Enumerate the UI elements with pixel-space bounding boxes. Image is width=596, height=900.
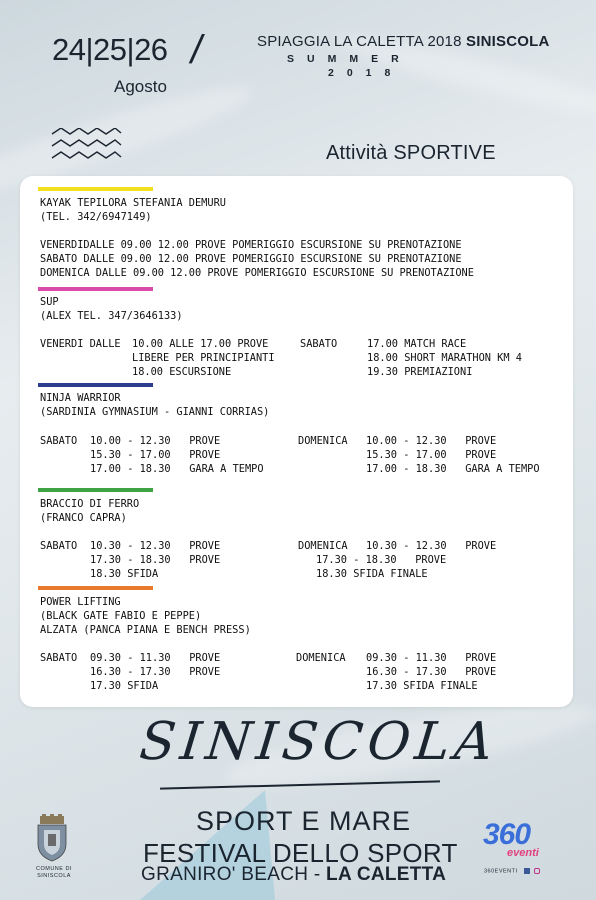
power-sunday-1: 09.30 - 11.30 PROVE: [366, 652, 497, 664]
comune-label: COMUNE DI SINISCOLA: [36, 866, 72, 879]
power-sunday-2: 16.30 - 17.30 PROVE: [366, 666, 497, 678]
kayak-friday: VENERDIDALLE 09.00 12.00 PROVE POMERIGGIO ESCURSIONE SU PRENOTAZIONE: [40, 239, 462, 251]
braccio-color-bar: [38, 488, 153, 492]
sup-friday-1: 10.00 ALLE 17.00 PROVE: [132, 338, 269, 350]
braccio-sunday-1: 10.30 - 12.30 PROVE: [366, 540, 497, 552]
sup-friday-2: LIBERE PER PRINCIPIANTI: [132, 352, 275, 364]
kayak-sunday: DOMENICA DALLE 09.00 12.00 PROVE POMERIGGIO ESCURSIONE SU PRENOTAZIONE: [40, 267, 474, 279]
ninja-color-bar: [38, 383, 153, 387]
ninja-saturday-2: 15.30 - 17.00 PROVE: [90, 449, 221, 461]
siniscola-logo-text: SINISCOLA: [136, 712, 501, 772]
braccio-sunday-2: 17.30 - 18.30 PROVE: [316, 554, 447, 566]
header-divider: /: [187, 28, 207, 72]
braccio-sunday-label: DOMENICA: [298, 540, 348, 552]
power-sunday-3: 17.30 SFIDA FINALE: [366, 680, 478, 692]
event-month: Agosto: [114, 77, 167, 96]
braccio-title: BRACCIO DI FERRO: [40, 498, 140, 510]
sup-saturday-1: 17.00 MATCH RACE: [367, 338, 467, 350]
sup-friday-3: 18.00 ESCURSIONE: [132, 366, 232, 378]
sup-friday-label: VENERDI DALLE: [40, 338, 121, 350]
braccio-saturday-2: 17.30 - 18.30 PROVE: [90, 554, 221, 566]
power-saturday-3: 17.30 SFIDA: [90, 680, 159, 692]
social-name: 360EVENTI: [484, 868, 518, 875]
kayak-color-bar: [38, 187, 153, 191]
facebook-icon: [524, 868, 530, 874]
power-saturday-2: 16.30 - 17.30 PROVE: [90, 666, 221, 678]
town-name: SINISCOLA: [466, 33, 550, 50]
power-alzata: ALZATA (PANCA PIANA E BENCH PRESS): [40, 624, 251, 636]
venue-location: LA CALETTA: [326, 864, 447, 885]
logo-word: eventi: [507, 847, 539, 859]
ninja-saturday-1: 10.00 - 12.30 PROVE: [90, 435, 221, 447]
kayak-contact: (TEL. 342/6947149): [40, 211, 152, 223]
section-title: Attività SPORTIVE: [326, 142, 496, 164]
ninja-contact: (SARDINIA GYMNASIUM - GIANNI CORRIAS): [40, 406, 270, 418]
ninja-title: NINJA WARRIOR: [40, 392, 121, 404]
power-saturday-label: SABATO: [40, 652, 78, 664]
braccio-saturday-3: 18.30 SFIDA: [90, 568, 159, 580]
kayak-saturday: SABATO DALLE 09.00 12.00 PROVE POMERIGGIO ESCURSIONE SU PRENOTAZIONE: [40, 253, 462, 265]
town-crest-icon: [34, 814, 70, 862]
power-color-bar: [38, 586, 153, 590]
braccio-contact: (FRANCO CAPRA): [40, 512, 127, 524]
year-label: 2018: [328, 67, 404, 79]
logo-number: 360: [483, 818, 531, 851]
sport-e-mare-tagline: SPORT E MARE: [196, 806, 412, 836]
sup-color-bar: [38, 287, 153, 291]
360-eventi-logo: [483, 818, 555, 864]
ninja-sunday-label: DOMENICA: [298, 435, 348, 447]
sup-saturday-3: 19.30 PREMIAZIONI: [367, 366, 473, 378]
sup-saturday-2: 18.00 SHORT MARATHON KM 4: [367, 352, 522, 364]
power-contact: (BLACK GATE FABIO E PEPPE): [40, 610, 202, 622]
event-location: [257, 33, 550, 50]
ninja-sunday-3: 17.00 - 18.30 GARA A TEMPO: [366, 463, 540, 475]
social-handle: [484, 868, 540, 874]
sup-contact: (ALEX TEL. 347/3646133): [40, 310, 183, 322]
summer-label: SUMMER: [287, 53, 412, 65]
venue-name: GRANIRO' BEACH -: [141, 864, 321, 885]
activities-card: [20, 176, 573, 707]
ninja-sunday-2: 15.30 - 17.00 PROVE: [366, 449, 497, 461]
sup-saturday-label: SABATO: [300, 338, 338, 350]
power-sunday-label: DOMENICA: [296, 652, 346, 664]
power-saturday-1: 09.30 - 11.30 PROVE: [90, 652, 221, 664]
beach-name: SPIAGGIA LA CALETTA 2018: [257, 33, 462, 50]
ninja-sunday-1: 10.00 - 12.30 PROVE: [366, 435, 497, 447]
ninja-saturday-3: 17.00 - 18.30 GARA A TEMPO: [90, 463, 264, 475]
sup-title: SUP: [40, 296, 59, 308]
ninja-saturday-label: SABATO: [40, 435, 78, 447]
braccio-saturday-1: 10.30 - 12.30 PROVE: [90, 540, 221, 552]
braccio-sunday-3: 18.30 SFIDA FINALE: [316, 568, 428, 580]
instagram-icon: [534, 868, 540, 874]
venue-line: [141, 864, 446, 886]
braccio-saturday-label: SABATO: [40, 540, 78, 552]
power-title: POWER LIFTING: [40, 596, 121, 608]
festival-title: FESTIVAL DELLO SPORT: [143, 838, 458, 868]
waves-icon: [50, 128, 122, 166]
kayak-title: KAYAK TEPILORA STEFANIA DEMURU: [40, 197, 226, 209]
event-dates: 24|25|26: [52, 32, 168, 67]
